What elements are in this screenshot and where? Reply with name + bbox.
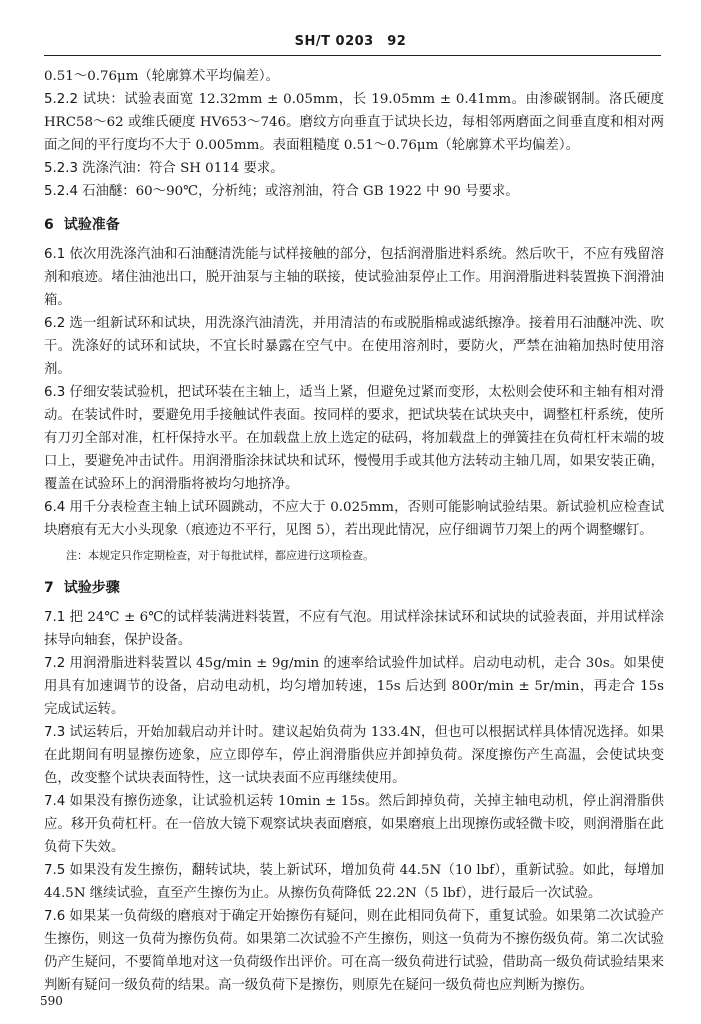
clause-text: 如果没有发生擦伤，翻转试块，装上新试环，增加负荷 44.5N（10 lbf），重新试验。如此，每增加 44.5N 继续试验，直至产生擦伤为止。从擦伤负荷降低 22.2N（5 lbf），进行最后一次试验。 — [44, 863, 664, 901]
clause-number: 5.2.4 — [44, 184, 79, 199]
section-7-title: 试验步骤 — [63, 580, 120, 596]
clause-text: 把 24℃ ± 6℃的试样装满进料装置，不应有气泡。用试样涂抹试环和试块的试验表面，并用试样涂抹导向轴套，保护设备。 — [44, 610, 664, 648]
clause-text: 仔细安装试验机，把试环装在主轴上，适当上紧，但避免过紧而变形，太松则会使环和主轴有相对滑动。在装试件时，要避免用手接触试件表面。按同样的要求，把试块装在试块夹中，调整杠杆系统，使所有刀刃全部对准，杠杆保持水平。在加载盘上放上选定的砝码，将加载盘上的弹簧挂在负荷杠杆末端的坡口上，要避免冲击试件。用润滑脂涂抹试块和试环，慢慢用手或其他方法转动主轴几周，如果安装正确，覆盖在试验环上的润滑脂将被均匀地挤净。 — [44, 385, 664, 492]
clause-number: 7.2 — [44, 656, 66, 671]
page-header: SH/T 0203 92 — [294, 34, 407, 49]
section-6-items — [44, 243, 664, 542]
paragraph — [44, 157, 664, 180]
clause-number: 6.1 — [44, 247, 66, 262]
document-body — [44, 65, 664, 997]
paragraph — [44, 88, 664, 157]
clause-number: 6.2 — [44, 316, 66, 331]
paragraph — [44, 243, 664, 312]
paragraph — [44, 381, 664, 496]
clause-text: 如果没有擦伤迹象，让试验机运转 10min ± 15s。然后卸掉负荷，关掉主轴电动机，停止润滑脂供应。移开负荷杠杆。在一倍放大镜下观察试块表面磨痕，如果磨痕上出现擦伤或轻微卡咬，则润滑脂在此负荷下失效。 — [44, 794, 664, 855]
paragraph — [44, 180, 664, 203]
clause-text: 试块：试验表面宽 12.32mm ± 0.05mm，长 19.05mm ± 0.41mm。由渗碳钢制。洛氏硬度 HRC58～62 或维氏硬度 HV653～746。磨纹方向垂直于试块长边，每相邻两磨面之间垂直度和相对两面之间的平行度均不大于 0.005mm。表面粗糙度 0.51～0.76μm（轮廓算术平均偏差）。 — [44, 92, 664, 153]
section-6-title: 试验准备 — [63, 217, 120, 233]
clause-text: 0.51～0.76μm（轮廓算术平均偏差）。 — [44, 69, 280, 84]
clause-text: 洗涤汽油：符合 SH 0114 要求。 — [82, 161, 284, 176]
clause-number: 7.4 — [44, 794, 66, 809]
section-7-items — [44, 606, 664, 997]
paragraph — [44, 652, 664, 721]
section-6-note: 注：本规定只作定期检查，对于每批试样，都应进行这项检查。 — [66, 549, 374, 562]
section-7-number: 7 — [44, 580, 54, 596]
clause-text: 试运转后，开始加载启动并计时。建议起始负荷为 133.4N，但也可以根据试样具体情况选择。如果在此期间有明显擦伤迹象，应立即停车，停止润滑脂供应并卸掉负荷。深度擦伤产生高温，会使试块变色，改变整个试块表面特性，这一试块表面不应再继续使用。 — [44, 725, 664, 786]
clause-number: 5.2.3 — [44, 161, 79, 176]
paragraph — [44, 859, 664, 905]
section-7-heading — [44, 576, 664, 600]
clause-text: 石油醚：60～90℃，分析纯；或溶剂油，符合 GB 1922 中 90 号要求。 — [82, 184, 519, 199]
clause-number: 6.4 — [44, 500, 66, 515]
header-rule — [44, 55, 661, 56]
section-6-number: 6 — [44, 217, 54, 233]
page-number: 590 — [40, 994, 63, 1008]
paragraph — [44, 65, 664, 88]
paragraph — [44, 312, 664, 381]
paragraph — [44, 606, 664, 652]
paragraph — [44, 790, 664, 859]
clause-text: 用润滑脂进料装置以 45g/min ± 9g/min 的速率给试验件加试样。启动电动机，走合 30s。如果使用具有加速调节的设备，启动电动机，均匀增加转速，15s 后达到 800r/min ± 5r/min，再走合 15s 完成试运转。 — [44, 656, 664, 717]
clause-text: 用千分表检查主轴上试环圆跳动，不应大于 0.025mm，否则可能影响试验结果。新试验机应检查试块磨痕有无大小头现象（痕迹边不平行，见图 5），若出现此情况，应仔细调节刀架上的两个调整螺钉。 — [44, 500, 664, 538]
clause-text: 如果某一负荷级的磨痕对于确定开始擦伤有疑问，则在此相同负荷下，重复试验。如果第二次试验产生擦伤，则这一负荷为擦伤负荷。如果第二次试验不产生擦伤，则这一负荷为不擦伤级负荷。第二次试验仍产生疑问，不要简单地对这一负荷级作出评价。可在高一级负荷进行试验，借助高一级负荷试验结果来判断有疑问一级负荷的结果。高一级负荷下是擦伤，则原先在疑问一级负荷也应判断为擦伤。 — [44, 909, 664, 993]
paragraph — [44, 721, 664, 790]
clause-number: 7.3 — [44, 725, 66, 740]
clause-number: 7.1 — [44, 610, 66, 625]
clause-number: 6.3 — [44, 385, 66, 400]
section-5-2-continued — [44, 65, 664, 203]
clause-number: 7.5 — [44, 863, 66, 878]
clause-text: 依次用洗涤汽油和石油醚清洗能与试样接触的部分，包括润滑脂进料系统。然后吹干，不应有残留溶剂和痕迹。堵住油池出口，脱开油泵与主轴的联接，使试验油泵停止工作。用润滑脂进料装置换下润滑油箱。 — [44, 247, 664, 308]
section-6-heading — [44, 213, 664, 237]
clause-number: 7.6 — [44, 909, 66, 924]
paragraph — [44, 496, 664, 542]
clause-number: 5.2.2 — [44, 92, 79, 107]
clause-text: 选一组新试环和试块，用洗涤汽油清洗，并用清洁的布或脱脂棉或滤纸擦净。接着用石油醚冲洗、吹干。洗涤好的试环和试块，不宜长时暴露在空气中。在使用溶剂时，要防火，严禁在油箱加热时使用溶剂。 — [44, 316, 664, 377]
paragraph — [44, 905, 664, 997]
